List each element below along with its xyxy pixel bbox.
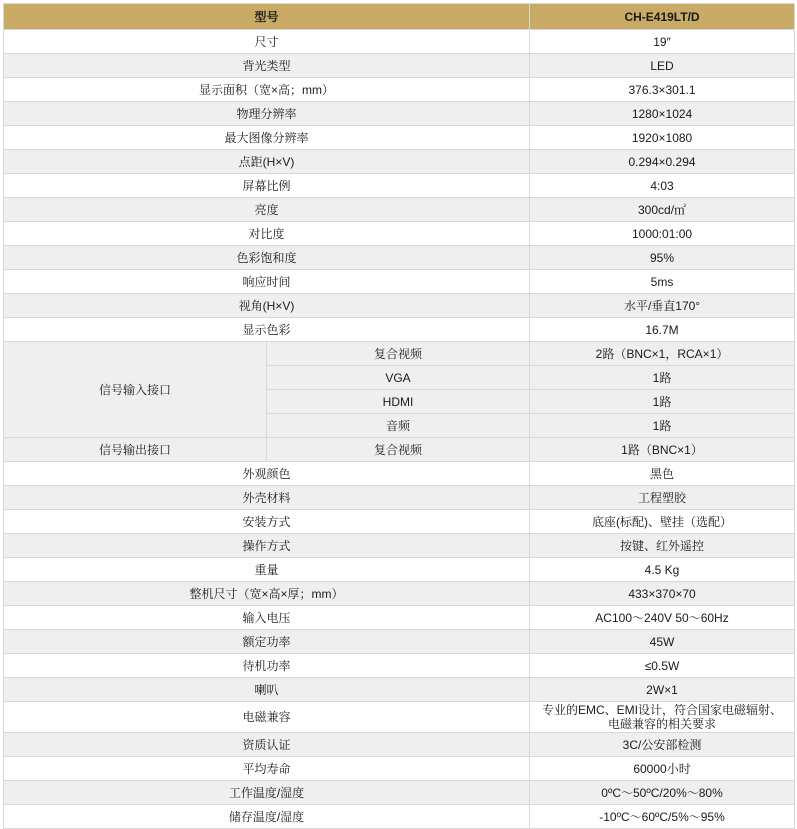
emc-label: 电磁兼容 — [4, 702, 530, 733]
row-label: 待机功率 — [4, 654, 530, 678]
specification-table — [3, 3, 795, 829]
row-value: 2W×1 — [530, 678, 795, 702]
row-value: 3C/公安部检测 — [530, 733, 795, 757]
table-row — [4, 678, 795, 702]
row-label: 色彩饱和度 — [4, 246, 530, 270]
table-row — [4, 654, 795, 678]
table-row — [4, 30, 795, 54]
row-value: 4.5 Kg — [530, 558, 795, 582]
table-row — [4, 630, 795, 654]
table-row — [4, 558, 795, 582]
row-value: 19″ — [530, 30, 795, 54]
row-label: 工作温度/湿度 — [4, 781, 530, 805]
table-row — [4, 582, 795, 606]
row-label: 显示色彩 — [4, 318, 530, 342]
signal-input-group-label: 信号输入接口 — [4, 342, 267, 438]
row-value: 1920×1080 — [530, 126, 795, 150]
signal-input-sub-label: 音频 — [267, 414, 530, 438]
table-row — [4, 781, 795, 805]
row-value: 黑色 — [530, 462, 795, 486]
table-row-emc — [4, 702, 795, 733]
row-label: 尺寸 — [4, 30, 530, 54]
signal-output-sub-label: 复合视频 — [267, 438, 530, 462]
row-value: 376.3×301.1 — [530, 78, 795, 102]
row-label: 外观颜色 — [4, 462, 530, 486]
table-row — [4, 222, 795, 246]
table-row — [4, 606, 795, 630]
row-label: 背光类型 — [4, 54, 530, 78]
table-row — [4, 318, 795, 342]
row-label: 喇叭 — [4, 678, 530, 702]
row-value: 300cd/㎡ — [530, 198, 795, 222]
table-row — [4, 150, 795, 174]
table-row — [4, 534, 795, 558]
row-value: 水平/垂直170° — [530, 294, 795, 318]
table-row — [4, 174, 795, 198]
row-label: 对比度 — [4, 222, 530, 246]
row-value: 95% — [530, 246, 795, 270]
row-label: 操作方式 — [4, 534, 530, 558]
row-label: 响应时间 — [4, 270, 530, 294]
row-label: 输入电压 — [4, 606, 530, 630]
table-row — [4, 198, 795, 222]
row-value: 4:03 — [530, 174, 795, 198]
row-value: 16.7M — [530, 318, 795, 342]
table-row — [4, 54, 795, 78]
signal-input-value: 1路 — [530, 414, 795, 438]
table-row — [4, 805, 795, 829]
signal-output-group-label: 信号输出接口 — [4, 438, 267, 462]
signal-input-value: 1路 — [530, 390, 795, 414]
row-value: ≤0.5W — [530, 654, 795, 678]
row-label: 安装方式 — [4, 510, 530, 534]
table-header-row — [4, 4, 795, 30]
table-row-signal-output — [4, 438, 795, 462]
table-row — [4, 757, 795, 781]
row-value: 5ms — [530, 270, 795, 294]
row-value: 45W — [530, 630, 795, 654]
table-row-signal-input — [4, 342, 795, 366]
row-label: 物理分辨率 — [4, 102, 530, 126]
header-value: CH-E419LT/D — [530, 4, 795, 30]
table-row — [4, 270, 795, 294]
row-value: 1000:01:00 — [530, 222, 795, 246]
row-label: 重量 — [4, 558, 530, 582]
row-label: 额定功率 — [4, 630, 530, 654]
row-value: 0ºC～50ºC/20%～80% — [530, 781, 795, 805]
table-row — [4, 462, 795, 486]
row-value: AC100～240V 50～60Hz — [530, 606, 795, 630]
row-value: 433×370×70 — [530, 582, 795, 606]
row-label: 亮度 — [4, 198, 530, 222]
row-value: 底座(标配)、壁挂（选配） — [530, 510, 795, 534]
row-label: 整机尺寸（宽×高×厚；mm） — [4, 582, 530, 606]
row-label: 最大图像分辨率 — [4, 126, 530, 150]
table-row — [4, 294, 795, 318]
row-label: 显示面积（宽×高；mm） — [4, 78, 530, 102]
emc-value-line2: 电磁兼容的相关要求 — [608, 717, 717, 731]
row-label: 视角(H×V) — [4, 294, 530, 318]
signal-input-sub-label: VGA — [267, 366, 530, 390]
table-row — [4, 102, 795, 126]
row-value: 0.294×0.294 — [530, 150, 795, 174]
header-label: 型号 — [4, 4, 530, 30]
signal-input-value: 2路（BNC×1，RCA×1） — [530, 342, 795, 366]
signal-input-sub-label: 复合视频 — [267, 342, 530, 366]
signal-input-sub-label: HDMI — [267, 390, 530, 414]
row-value: 工程塑胶 — [530, 486, 795, 510]
row-value: 60000小时 — [530, 757, 795, 781]
table-row — [4, 733, 795, 757]
row-label: 平均寿命 — [4, 757, 530, 781]
row-label: 资质认证 — [4, 733, 530, 757]
signal-input-value: 1路 — [530, 366, 795, 390]
table-row — [4, 78, 795, 102]
row-value: LED — [530, 54, 795, 78]
row-label: 外壳材料 — [4, 486, 530, 510]
table-row — [4, 486, 795, 510]
row-value: -10ºC～60ºC/5%～95% — [530, 805, 795, 829]
row-value: 1280×1024 — [530, 102, 795, 126]
table-row — [4, 246, 795, 270]
row-label: 屏幕比例 — [4, 174, 530, 198]
emc-value-line1: 专业的EMC、EMI设计，符合国家电磁辐射、 — [542, 703, 783, 717]
emc-value — [530, 702, 795, 733]
signal-output-value: 1路（BNC×1） — [530, 438, 795, 462]
row-label: 储存温度/湿度 — [4, 805, 530, 829]
row-value: 按键、红外遥控 — [530, 534, 795, 558]
table-row — [4, 510, 795, 534]
table-row — [4, 126, 795, 150]
row-label: 点距(H×V) — [4, 150, 530, 174]
